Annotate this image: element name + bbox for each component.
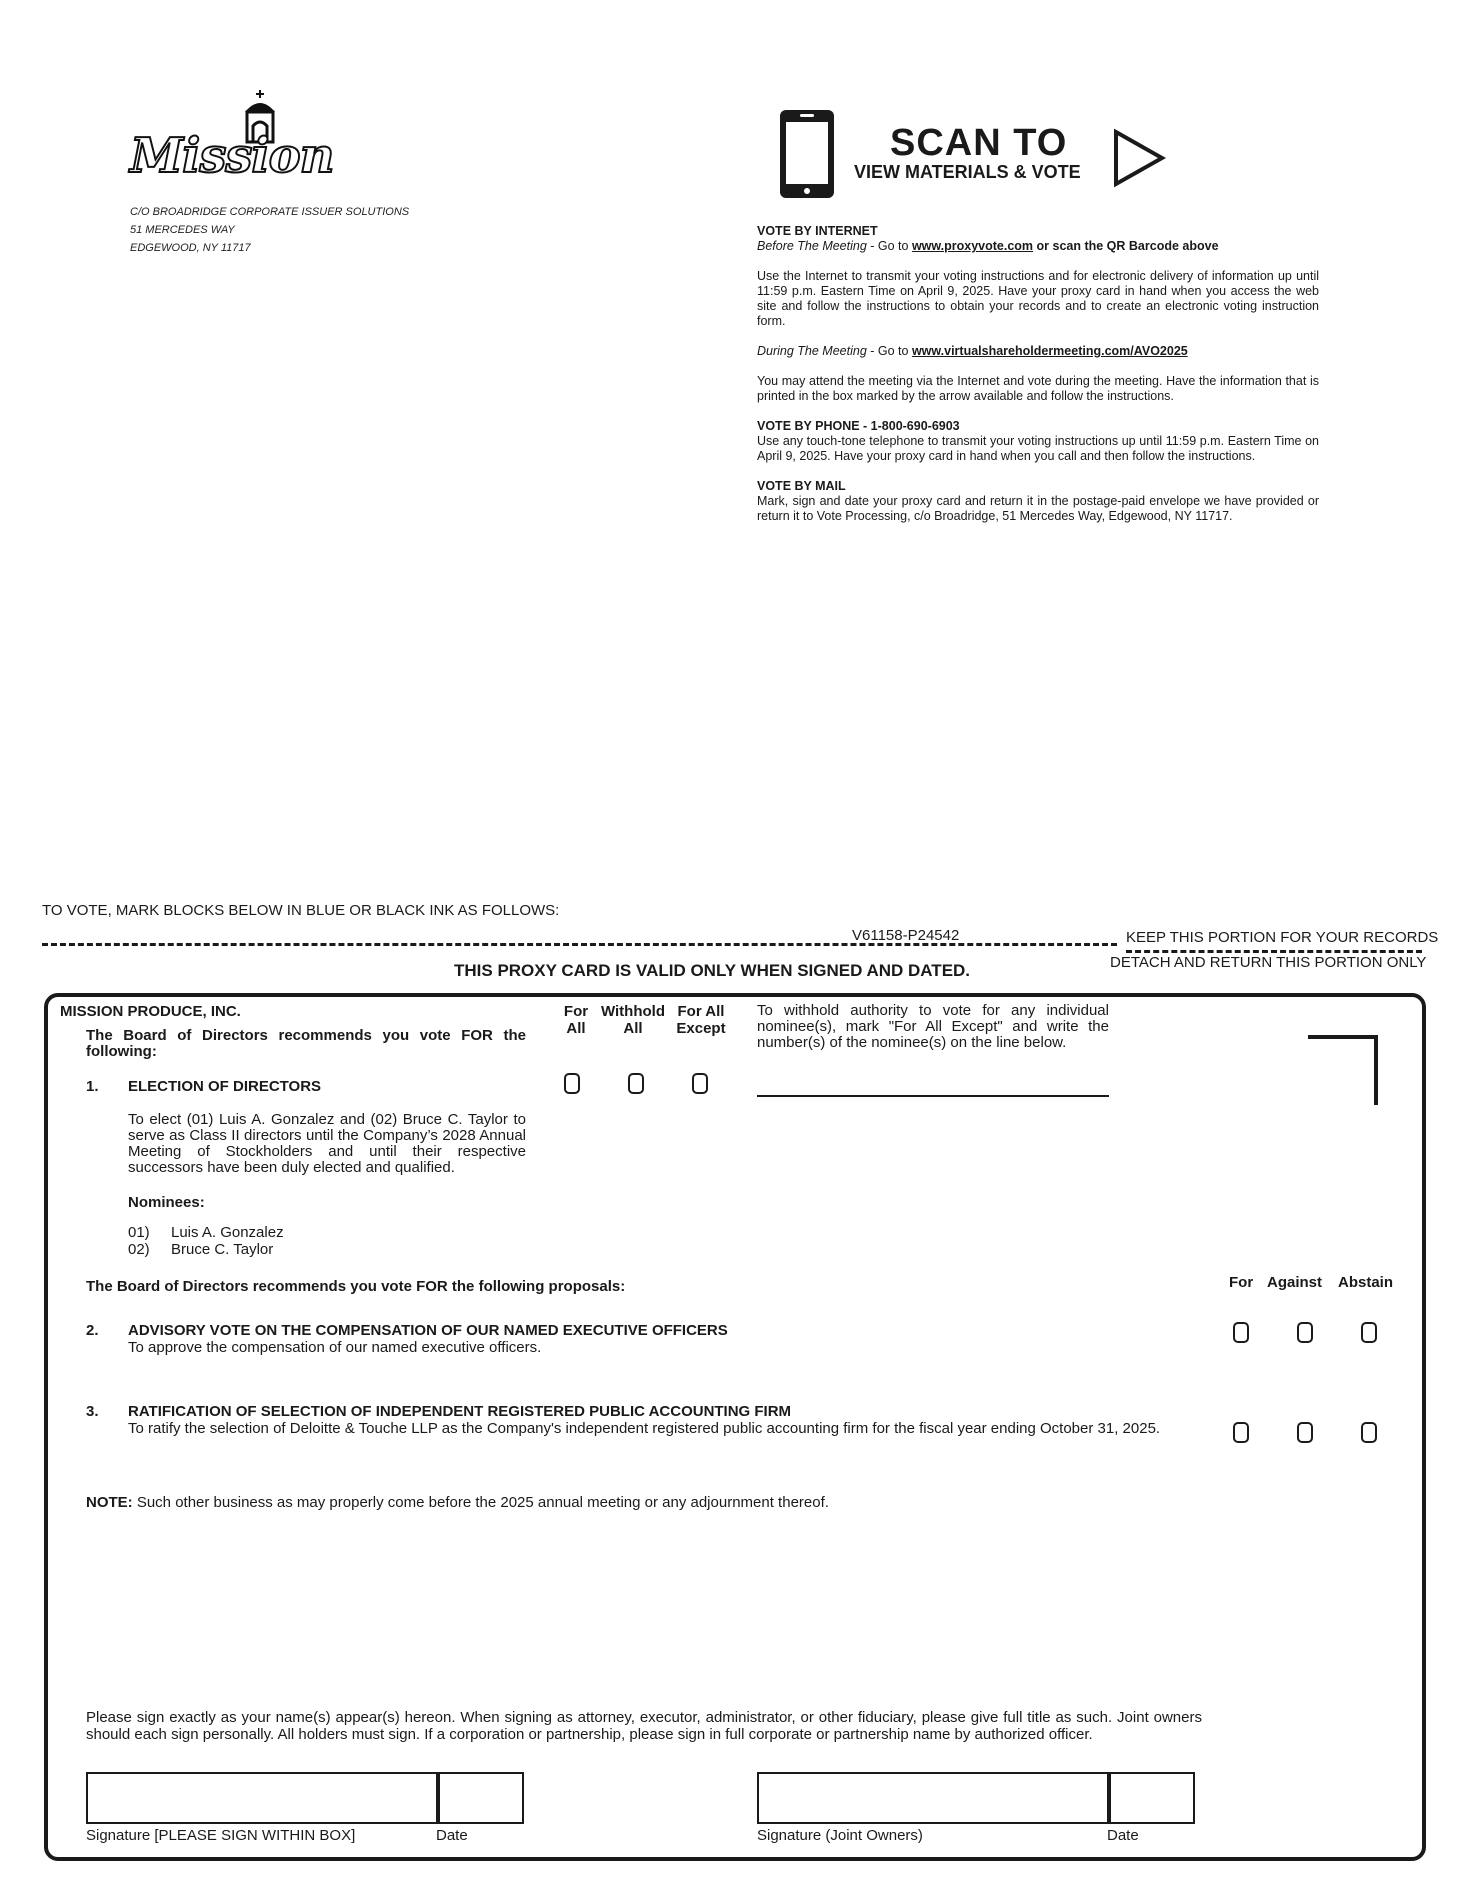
company-logo: Mission: [130, 88, 370, 188]
company-name: MISSION PRODUCE, INC.: [60, 1003, 241, 1020]
col-for: For: [1229, 1274, 1254, 1291]
withhold-all-checkbox[interactable]: [628, 1073, 644, 1094]
address-line-3: EDGEWOOD, NY 11717: [130, 242, 251, 254]
nominee-1-name: Luis A. Gonzalez: [171, 1224, 284, 1241]
corner-mark: [1308, 1035, 1378, 1105]
col-for-all: For All: [563, 1003, 589, 1037]
detach-return-label: DETACH AND RETURN THIS PORTION ONLY: [1110, 954, 1427, 971]
proxyvote-link[interactable]: www.proxyvote.com: [911, 239, 1034, 253]
col-for-all-except: For All Except: [676, 1003, 726, 1037]
goto-text: - Go to: [866, 344, 912, 358]
signature-box[interactable]: [86, 1772, 440, 1824]
smartphone-icon: [778, 108, 836, 200]
note: NOTE: Such other business as may properly come before the 2025 annual meeting or any adjournment thereof.: [86, 1494, 829, 1511]
for-all-checkbox[interactable]: [564, 1073, 580, 1094]
item-1-title: ELECTION OF DIRECTORS: [128, 1078, 322, 1095]
goto-text: - Go to: [866, 239, 912, 253]
item-3-title: RATIFICATION OF SELECTION OF INDEPENDENT REGISTERED PUBLIC ACCOUNTING FIRM: [128, 1403, 792, 1420]
nominee-exception-line[interactable]: [757, 1095, 1109, 1097]
item-2-for-checkbox[interactable]: [1233, 1322, 1249, 1343]
withhold-instructions: To withhold authority to vote for any individual nominee(s), mark "For All Except" and write the number(s) of the nominee(s) on the line below.: [757, 1002, 1109, 1051]
vote-by-internet-section: [757, 224, 1319, 524]
nominee-2-number: 02): [128, 1241, 150, 1258]
virtual-meeting-link[interactable]: www.virtualshareholdermeeting.com/AVO2025: [911, 344, 1188, 358]
before-meeting-label: Before The Meeting: [757, 239, 867, 253]
item-3-for-checkbox[interactable]: [1233, 1422, 1249, 1443]
qr-text: or scan the QR Barcode above: [1033, 239, 1219, 253]
board-recommendation-2: The Board of Directors recommends you vote FOR the following proposals:: [86, 1278, 626, 1295]
mail-body: Mark, sign and date your proxy card and return it in the postage-paid envelope we have provided or return it to Vote Processing, c/o Broadridge, 51 Mercedes Way, Edgewood, NY 11717.: [757, 494, 1319, 523]
address-line-2: 51 MERCEDES WAY: [130, 224, 235, 236]
col-abstain: Abstain: [1338, 1274, 1394, 1291]
nominee-2-name: Bruce C. Taylor: [171, 1241, 274, 1258]
during-meeting-body: You may attend the meeting via the Internet and vote during the meeting. Have the information that is printed in the box marked by the arrow available and follow the instructions.: [757, 374, 1319, 403]
joint-signature-label: Signature (Joint Owners): [757, 1827, 923, 1844]
item-3-against-checkbox[interactable]: [1297, 1422, 1313, 1443]
mail-heading: VOTE BY MAIL: [757, 479, 846, 493]
item-1-number: 1.: [86, 1078, 99, 1095]
internet-heading: VOTE BY INTERNET: [757, 224, 878, 238]
item-1-body: To elect (01) Luis A. Gonzalez and (02) Bruce C. Taylor to serve as Class II directors until the Company’s 2028 Annual Meeting of Stockholders and until their respective successors have been duly elected and qualified.: [128, 1111, 526, 1176]
address-line-1: C/O BROADRIDGE CORPORATE ISSUER SOLUTIONS: [130, 206, 410, 218]
date-label: Date: [436, 1827, 468, 1844]
joint-signature-box[interactable]: [757, 1772, 1111, 1824]
item-3-number: 3.: [86, 1403, 99, 1420]
item-2-number: 2.: [86, 1322, 99, 1339]
for-all-except-checkbox[interactable]: [692, 1073, 708, 1094]
during-meeting-label: During The Meeting: [757, 344, 867, 358]
valid-notice: THIS PROXY CARD IS VALID ONLY WHEN SIGNED AND DATED.: [454, 961, 971, 980]
joint-date-label: Date: [1107, 1827, 1139, 1844]
item-3-abstain-checkbox[interactable]: [1361, 1422, 1377, 1443]
detach-line-right: [1126, 950, 1422, 953]
signing-instructions: Please sign exactly as your name(s) appear(s) hereon. When signing as attorney, executor, administrator, or other fiduciary, please give full title as such. Joint owners should each sign personally. All holders must sign. If a corporation or partnership, please sign in full corporate or partnership name by authorized officer.: [86, 1709, 1202, 1743]
col-withhold-all: Withhold All: [600, 1003, 665, 1037]
date-box[interactable]: [436, 1772, 524, 1824]
nominees-label: Nominees:: [128, 1194, 205, 1211]
board-recommendation-1: The Board of Directors recommends you vote FOR the following:: [86, 1027, 526, 1060]
item-2-title: ADVISORY VOTE ON THE COMPENSATION OF OUR NAMED EXECUTIVE OFFICERS: [128, 1322, 728, 1339]
arrow-right-icon: [1112, 128, 1168, 188]
phone-heading: VOTE BY PHONE - 1-800-690-6903: [757, 419, 960, 433]
scan-subtitle: VIEW MATERIALS & VOTE: [854, 162, 1081, 182]
item-3-body: To ratify the selection of Deloitte & Touche LLP as the Company's independent registered public accounting firm for the fiscal year ending October 31, 2025.: [128, 1420, 1161, 1437]
scan-title: SCAN TO: [890, 122, 1068, 164]
joint-date-box[interactable]: [1107, 1772, 1195, 1824]
internet-body: Use the Internet to transmit your voting instructions and for electronic delivery of information up until 11:59 p.m. Eastern Time on April 9, 2025. Have your proxy card in hand when you access the web site and follow the instructions to obtain your records and to create an electronic voting instruction form.: [757, 269, 1319, 328]
nominee-1-number: 01): [128, 1224, 150, 1241]
col-against: Against: [1267, 1274, 1323, 1291]
vote-instructions: TO VOTE, MARK BLOCKS BELOW IN BLUE OR BLACK INK AS FOLLOWS:: [42, 902, 560, 919]
signature-label: Signature [PLEASE SIGN WITHIN BOX]: [86, 1827, 356, 1844]
item-2-abstain-checkbox[interactable]: [1361, 1322, 1377, 1343]
keep-portion-label: KEEP THIS PORTION FOR YOUR RECORDS: [1126, 929, 1439, 946]
phone-body: Use any touch-tone telephone to transmit your voting instructions up until 11:59 p.m. Eastern Time on April 9, 2025. Have your proxy card in hand when you call and then follow the instructions.: [757, 434, 1319, 463]
control-number: V61158-P24542: [852, 927, 960, 944]
item-2-body: To approve the compensation of our named executive officers.: [128, 1339, 542, 1356]
item-2-against-checkbox[interactable]: [1297, 1322, 1313, 1343]
